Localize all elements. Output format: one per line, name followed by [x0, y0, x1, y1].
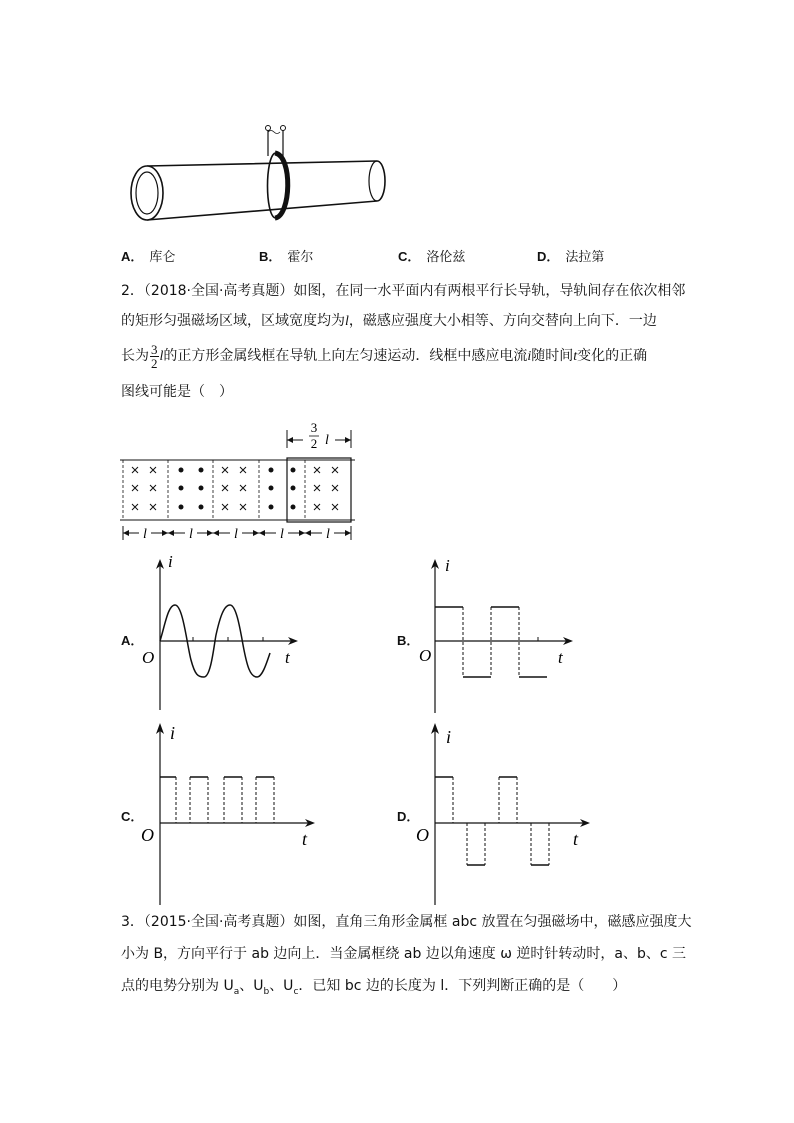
- frac-den: 2: [151, 355, 158, 371]
- option-label: A．: [121, 249, 144, 264]
- graph-d-label[interactable]: D．: [397, 809, 420, 824]
- axis-i: i: [446, 727, 452, 747]
- var-l: l: [345, 314, 349, 329]
- graph-a[interactable]: [138, 555, 303, 715]
- axis-t: t: [302, 829, 308, 849]
- fraction-three-halves: [150, 343, 159, 370]
- option-label: B．: [259, 249, 282, 264]
- region-label: l: [189, 527, 193, 542]
- option-label: C．: [398, 249, 421, 264]
- q1-option-d[interactable]: [537, 240, 604, 275]
- sub-a: a: [233, 986, 240, 997]
- option-text: 洛伦兹: [426, 250, 466, 265]
- graph-b-label[interactable]: B．: [397, 633, 420, 648]
- text: 的正方形金属线框在导轨上向左匀速运动．线框中感应电流: [163, 348, 528, 364]
- q3-line-1: 3．（2015·全国·高考真题）如图，直角三角形金属框 abc 放置在匀强磁场中，磁感应强度大: [121, 914, 692, 930]
- frac-den: 2: [310, 436, 318, 451]
- pipe-coil-figure: [125, 118, 390, 228]
- text: 点的电势分别为 U: [121, 978, 234, 994]
- region-label: l: [280, 527, 284, 542]
- axis-t: t: [285, 648, 290, 667]
- q2-line-2: [121, 304, 657, 339]
- text: 变化的正确: [577, 348, 648, 364]
- text: 、U: [239, 978, 264, 994]
- q2-line-3: [121, 339, 647, 374]
- text: 随时间: [531, 348, 574, 364]
- var-i: i: [527, 349, 532, 364]
- width-label: l: [325, 433, 329, 448]
- var-t: t: [573, 349, 578, 364]
- origin: O: [416, 825, 429, 845]
- q1-option-a[interactable]: [121, 240, 175, 275]
- q2-line-1: 2．（2018·全国·高考真题）如图，在同一水平面内有两根平行长导轨，导轨间存在依次相邻: [121, 283, 686, 299]
- region-label: l: [143, 527, 147, 542]
- option-label: D．: [537, 249, 560, 264]
- field-out-of-page: [179, 468, 296, 510]
- graph-c[interactable]: [138, 717, 318, 907]
- q1-option-c[interactable]: [398, 240, 465, 275]
- axis-i: i: [445, 556, 450, 575]
- graph-c-label[interactable]: C．: [121, 809, 144, 824]
- field-strip-figure: [115, 420, 360, 545]
- q1-option-b[interactable]: [259, 240, 313, 275]
- origin: O: [141, 825, 154, 845]
- sub-c: c: [293, 986, 299, 997]
- text: ．已知 bc 边的长度为 l．下列判断正确的是（ ）: [298, 978, 627, 994]
- origin: O: [142, 648, 155, 667]
- axis-i: i: [170, 723, 176, 743]
- graph-b[interactable]: [413, 555, 578, 715]
- sub-b: b: [263, 986, 270, 997]
- width-dimension: [287, 420, 351, 451]
- text: 长为: [121, 348, 149, 364]
- axis-t: t: [558, 648, 563, 667]
- option-text: 库仑: [149, 250, 176, 265]
- q2-line-4: 图线可能是（ ）: [121, 384, 233, 400]
- origin: O: [419, 646, 432, 665]
- q3-line-3: [121, 969, 626, 1009]
- text: ，磁感应强度大小相等、方向交替向上向下．一边: [348, 313, 657, 329]
- var-l: l: [159, 349, 164, 364]
- option-text: 霍尔: [287, 250, 314, 265]
- q3-line-2: 小为 B，方向平行于 ab 边向上．当金属框绕 ab 边以角速度 ω 逆时针转动时，a、b、c 三: [121, 946, 687, 962]
- field-into-page: [132, 467, 338, 510]
- frac-num: 3: [310, 420, 318, 435]
- region-width-labels: [123, 524, 351, 542]
- axis-t: t: [573, 829, 579, 849]
- option-text: 法拉第: [565, 250, 605, 265]
- graph-d[interactable]: [413, 717, 593, 907]
- graph-a-label[interactable]: A．: [121, 633, 144, 648]
- text: 、U: [269, 978, 294, 994]
- text: 的矩形匀强磁场区域，区域宽度均为: [121, 313, 345, 329]
- region-label: l: [234, 527, 238, 542]
- axis-i: i: [168, 555, 173, 571]
- region-label: l: [326, 527, 330, 542]
- frac-num: 3: [151, 341, 158, 357]
